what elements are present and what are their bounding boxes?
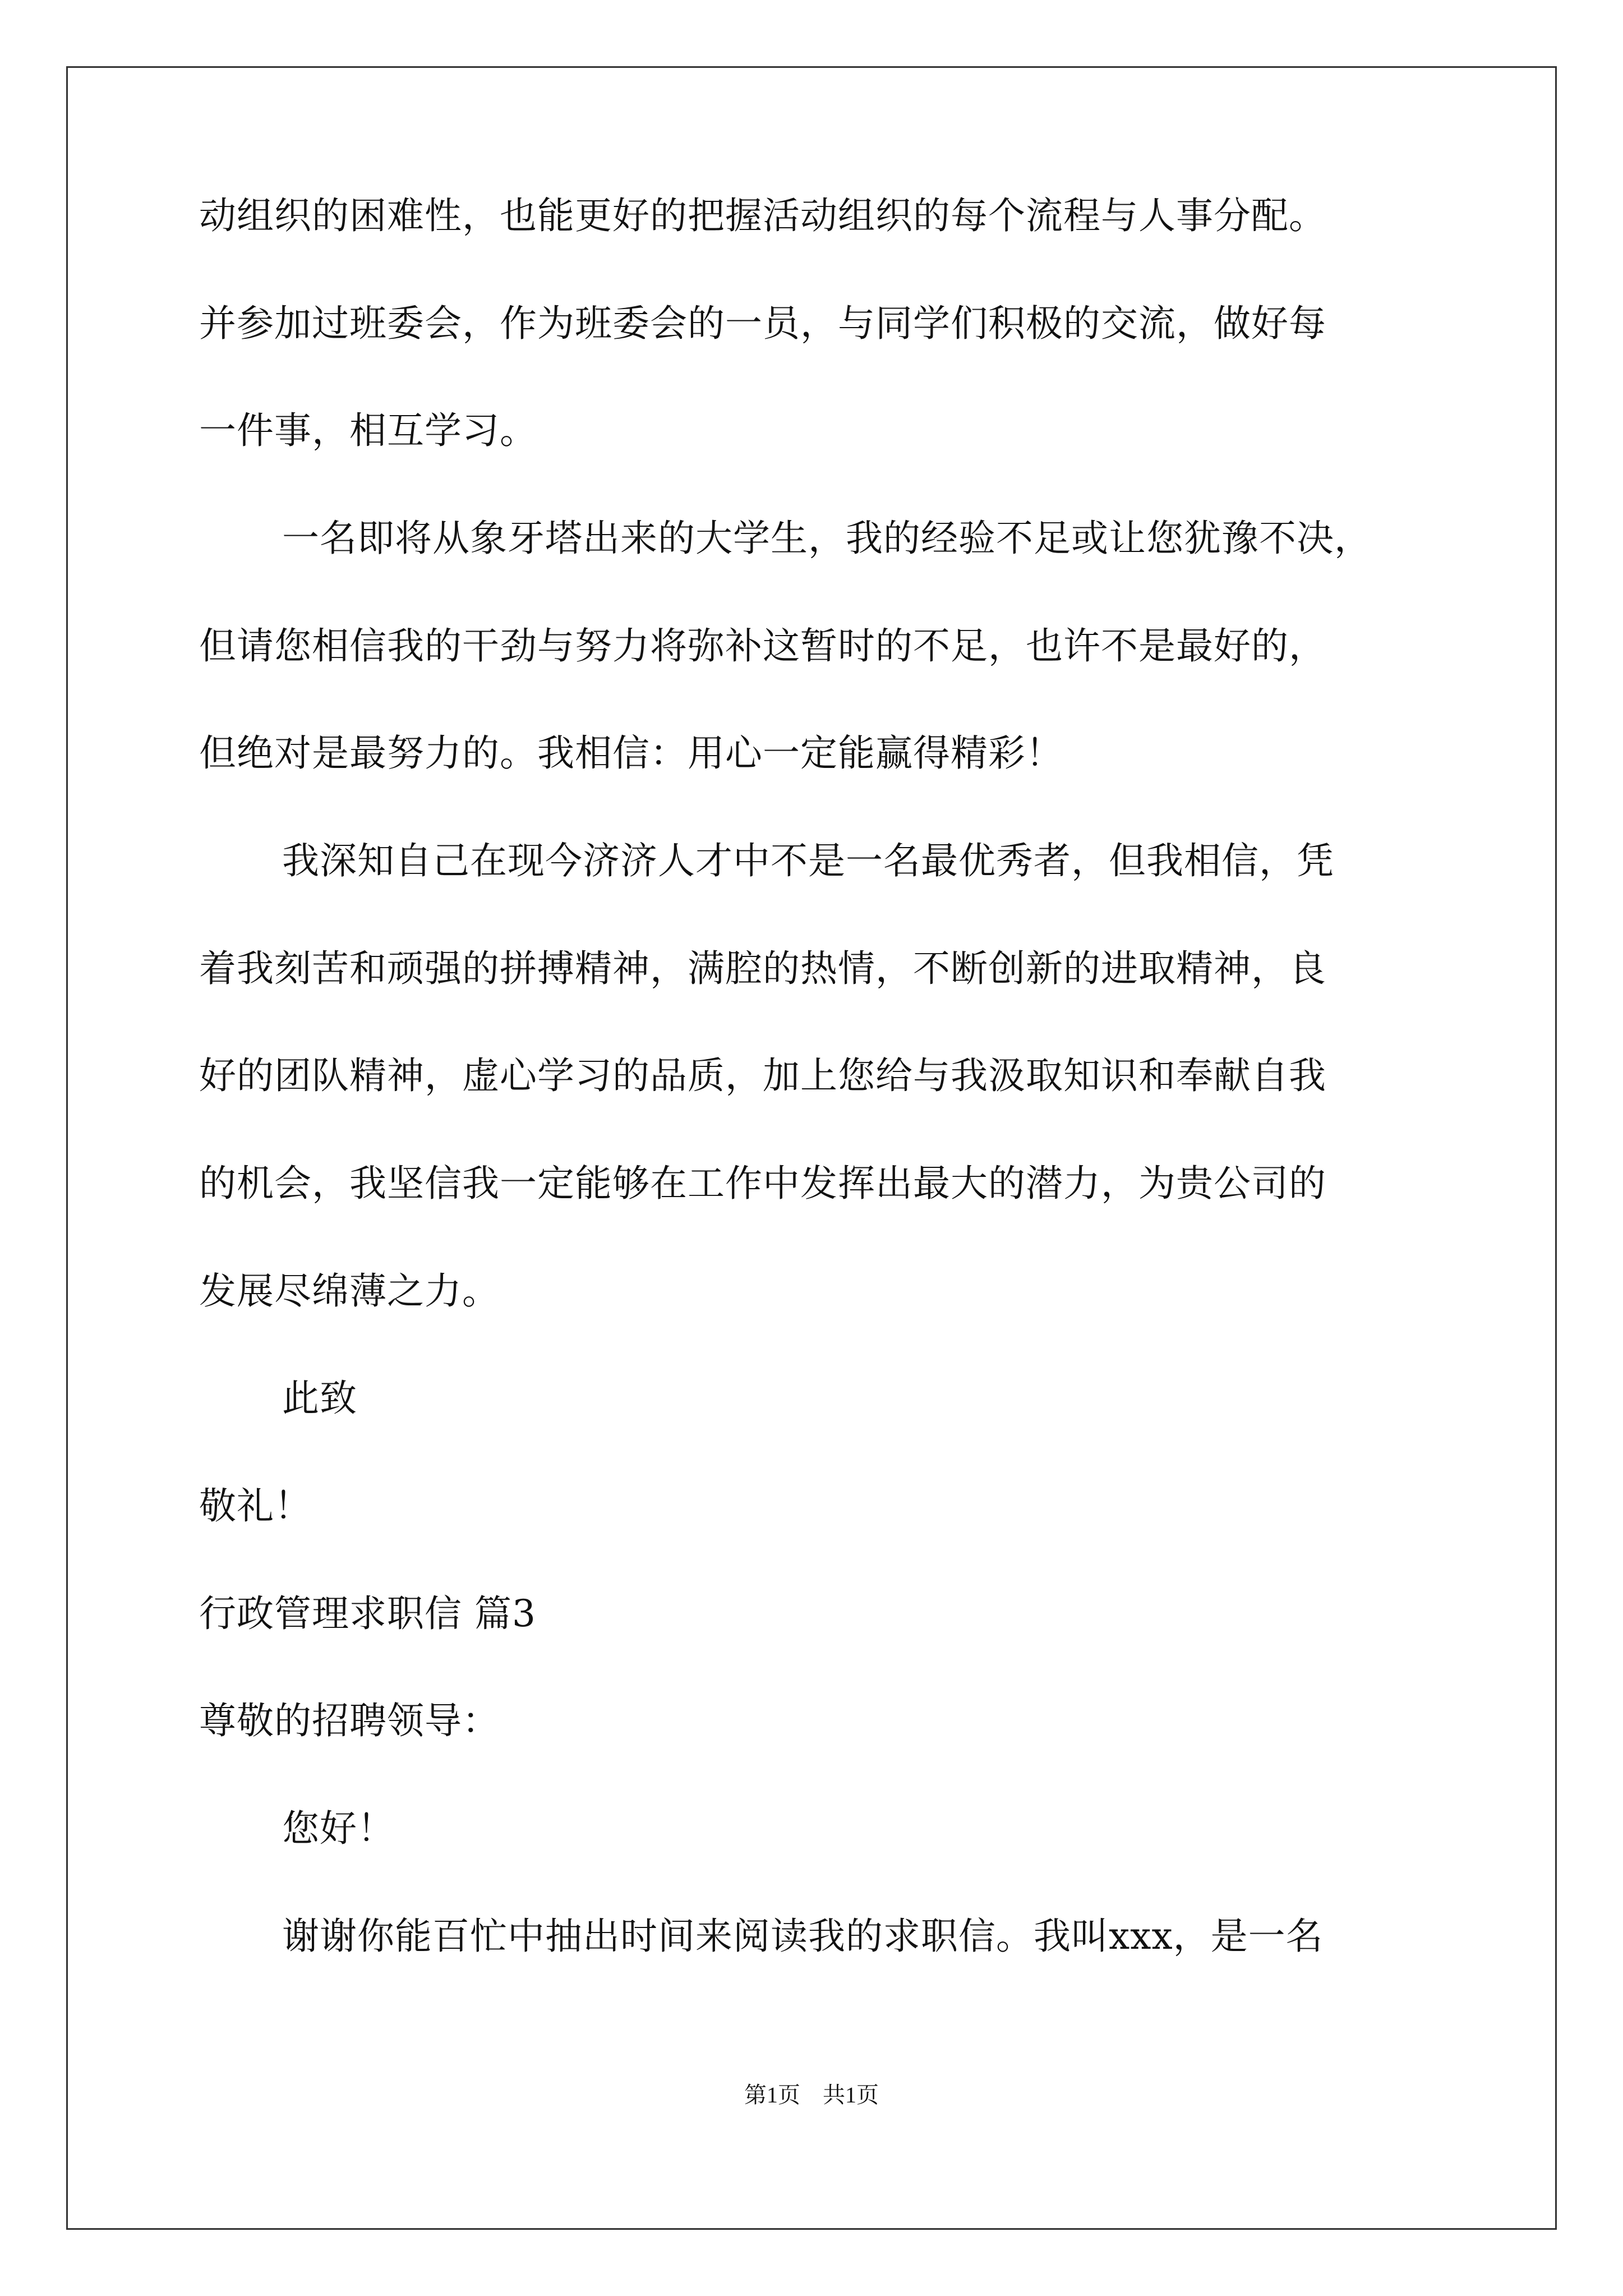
closing-salutation: 此致 <box>282 1377 357 1420</box>
closing-regards: 敬礼！ <box>199 1484 312 1527</box>
text-line: 但绝对是最努力的。我相信：用心一定能赢得精彩！ <box>199 731 1063 775</box>
text-line: 我深知自己在现今济济人才中不是一名最优秀者，但我相信，凭 <box>282 839 1334 882</box>
text-line: 一名即将从象牙塔出来的大学生，我的经验不足或让您犹豫不决， <box>282 517 1372 560</box>
greeting-line: 尊敬的招聘领导： <box>199 1699 500 1742</box>
section-heading: 行政管理求职信 篇3 <box>199 1592 536 1635</box>
text-line: 的机会，我坚信我一定能够在工作中发挥出最大的潜力，为贵公司的 <box>199 1162 1326 1205</box>
text-line: 但请您相信我的干劲与努力将弥补这暂时的不足，也许不是最好的， <box>199 624 1326 668</box>
text-line: 并参加过班委会，作为班委会的一员，与同学们积极的交流，做好每 <box>199 302 1326 345</box>
text-line: 一件事，相互学习。 <box>199 409 537 452</box>
page-footer <box>0 2081 1623 2109</box>
text-line: 谢谢你能百忙中抽出时间来阅读我的求职信。我叫xxx，是一名 <box>282 1915 1324 1958</box>
greeting-hello: 您好！ <box>282 1807 395 1850</box>
page-number: 第1页 <box>744 2082 800 2108</box>
text-line: 发展尽绵薄之力。 <box>199 1269 500 1313</box>
page-border <box>66 66 1557 2230</box>
text-line: 动组织的困难性，也能更好的把握活动组织的每个流程与人事分配。 <box>199 194 1326 237</box>
text-line: 着我刻苦和顽强的拼搏精神，满腔的热情，不断创新的进取精神，良 <box>199 947 1326 990</box>
text-line: 好的团队精神，虚心学习的品质，加上您给与我汲取知识和奉献自我 <box>199 1054 1326 1097</box>
page-total: 共1页 <box>823 2082 879 2108</box>
